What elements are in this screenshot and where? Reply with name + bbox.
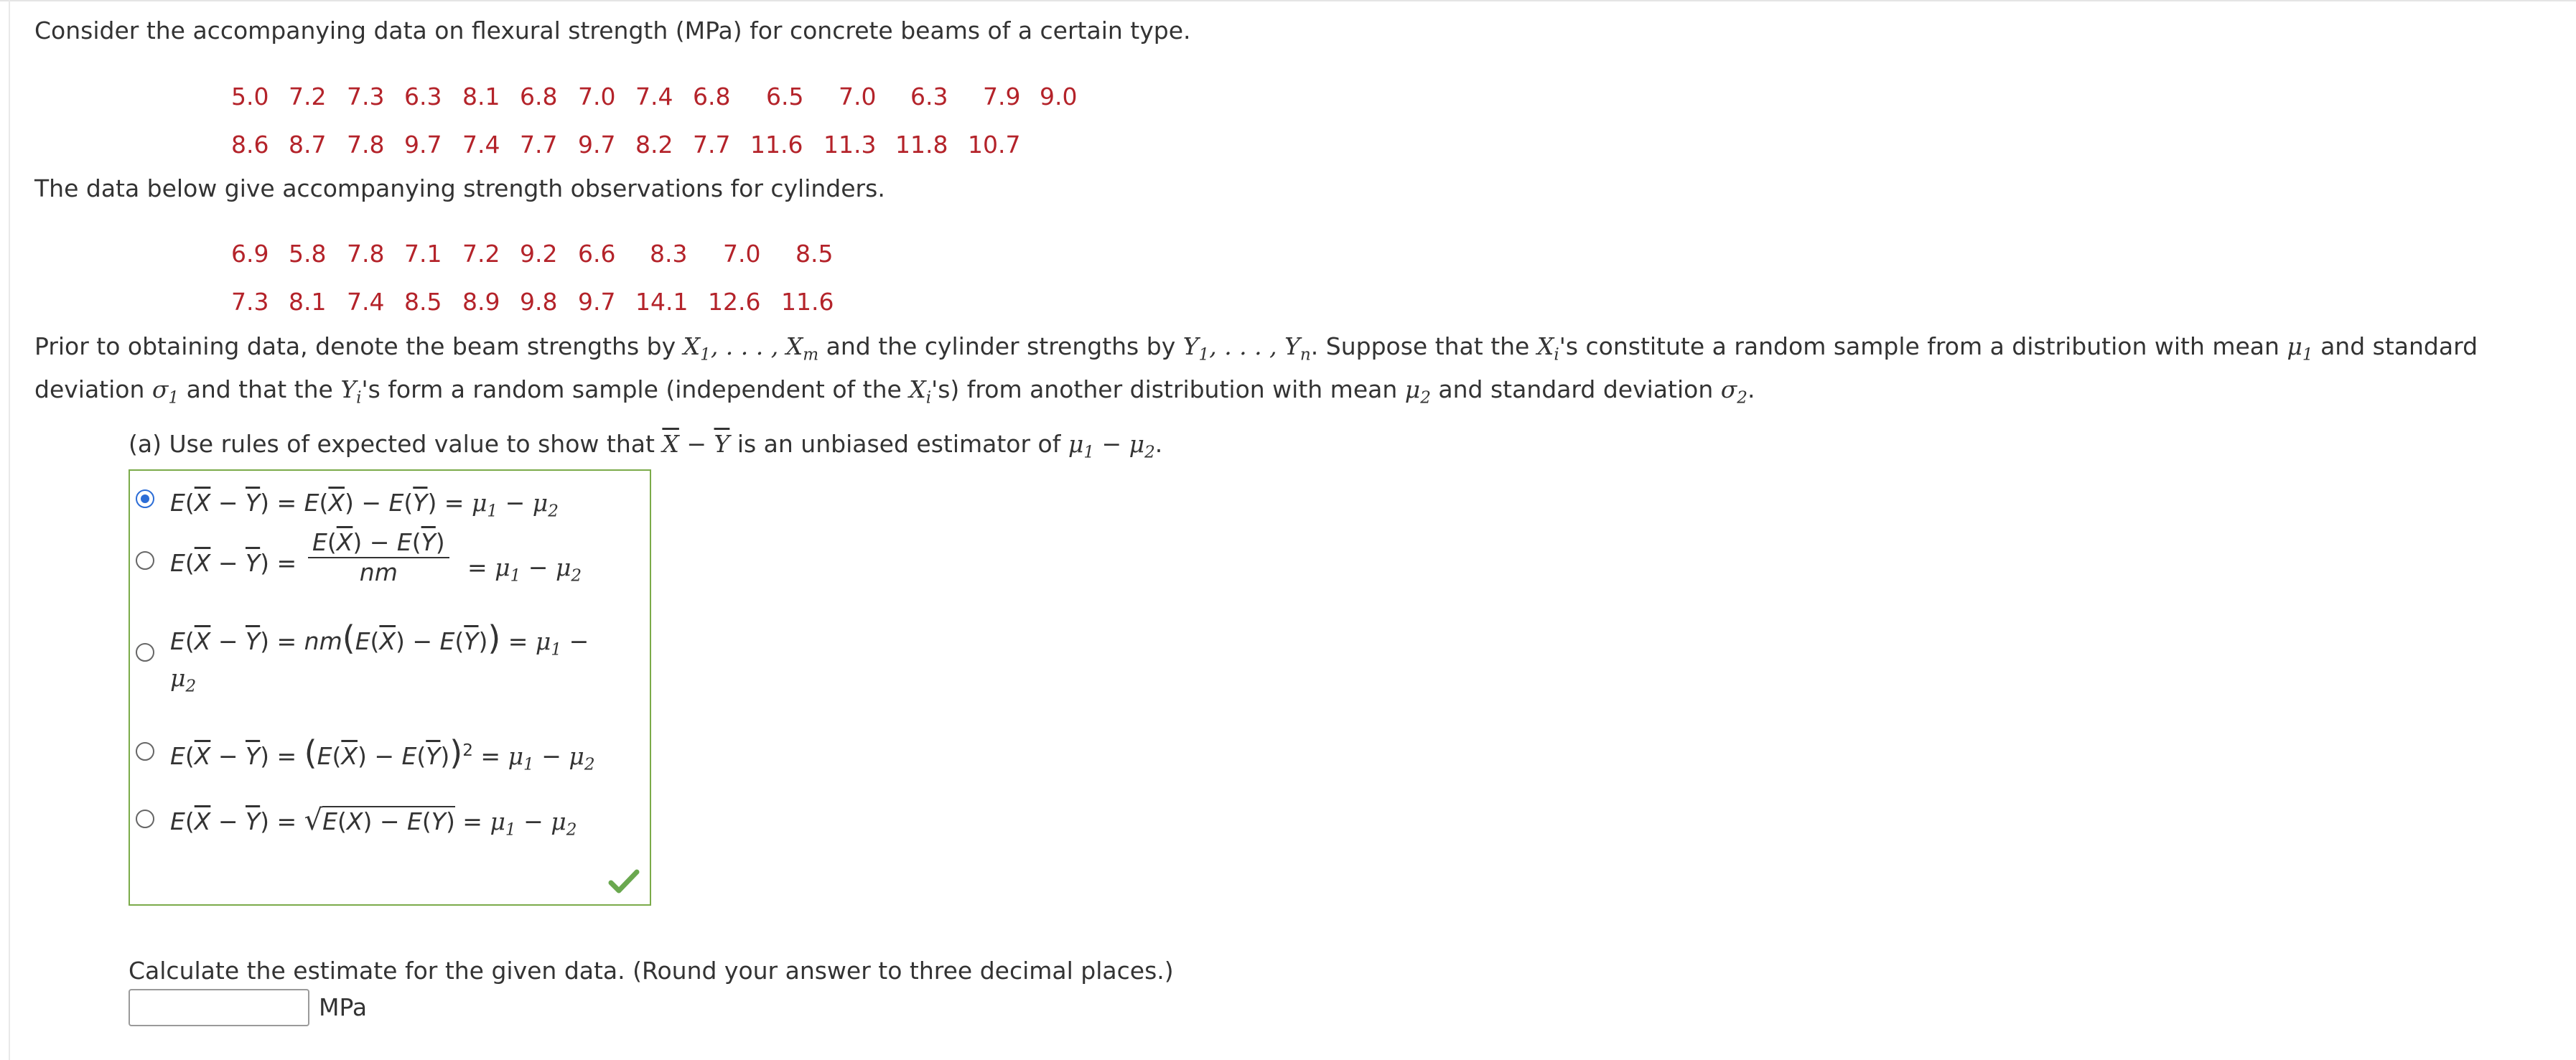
radio-button[interactable]	[136, 810, 154, 828]
beam-value: 7.2	[289, 83, 327, 111]
beam-value: 11.3	[823, 131, 877, 159]
math-mu1-minus-mu2: $\mu_1 - \mu_2$	[1068, 430, 1155, 462]
cylinder-value: 5.8	[289, 240, 327, 268]
cylinder-value: 8.5	[404, 288, 442, 316]
option-2-formula-lhs: $E(\overline{X} - \overline{Y})$ =	[170, 549, 297, 577]
cylinder-value: 6.9	[231, 240, 269, 268]
option-2-fraction: $\frac{E(\overline{X}) - E(\overline{Y})}{nm}$	[308, 528, 449, 587]
part-a-text: is an unbiased estimator of	[729, 430, 1068, 458]
assumption-text: and standard	[2313, 332, 2478, 360]
cylinder-value: 8.1	[289, 288, 327, 316]
cylinder-value: 7.8	[347, 240, 385, 268]
beam-value: 7.0	[578, 83, 616, 111]
cylinders-intro-text: The data below give accompanying strength observations for cylinders.	[34, 174, 885, 202]
part-a-text: (a) Use rules of expected value to show that	[129, 430, 663, 458]
beam-value: 6.8	[520, 83, 558, 111]
part-a-question	[129, 428, 1162, 461]
math-sigma1: $\sigma_1$	[151, 375, 179, 408]
beam-value: 8.7	[289, 131, 327, 159]
cylinder-value: 8.5	[795, 240, 834, 268]
cylinder-value: 9.7	[578, 288, 616, 316]
math-xbar-minus-ybar: $\overline{X} - \overline{Y}$	[662, 430, 730, 458]
check-icon	[608, 868, 640, 894]
cylinder-value: 11.6	[781, 288, 834, 316]
cylinder-value: 9.8	[520, 288, 558, 316]
option-4-formula: $E(\overline{X} - \overline{Y}) = (E(\overline{X}) - E(\overline{Y}))^2 = \mu_1 - \mu_2$	[170, 733, 595, 774]
option-5-formula: $E(\overline{X} - \overline{Y}) = √E(X) - E(Y) = \mu_1 - \mu_2$	[170, 804, 577, 840]
math-xi: $X_i$	[1536, 332, 1559, 365]
calculate-prompt: Calculate the estimate for the given data. (Round your answer to three decimal places.)	[129, 957, 1174, 985]
radio-button[interactable]	[136, 643, 154, 662]
cylinder-value: 8.9	[462, 288, 500, 316]
beam-value: 5.0	[231, 83, 269, 111]
option-3-formula: $E(\overline{X} - \overline{Y}) = nm(E(\overline{X}) - E(\overline{Y})) = \mu_1$ −	[170, 619, 589, 660]
option-4[interactable]	[130, 721, 647, 778]
beam-value: 9.7	[578, 131, 616, 159]
math-xi: $X_i$	[909, 375, 932, 408]
cylinder-value: 7.4	[347, 288, 385, 316]
page-left-border	[9, 0, 10, 1060]
option-1[interactable]	[130, 481, 647, 521]
assumption-text: 's constitute a random sample from a distribution with mean	[1559, 332, 2287, 360]
option-2[interactable]	[130, 528, 647, 607]
beam-value: 6.8	[693, 83, 731, 111]
beam-value: 7.4	[635, 83, 673, 111]
beam-value: 6.3	[910, 83, 948, 111]
cylinder-value: 7.2	[462, 240, 500, 268]
math-mu1: $\mu_1$	[2287, 332, 2313, 365]
page-top-border	[0, 0, 2576, 1]
assumption-line-1	[34, 330, 2478, 363]
radio-button[interactable]	[136, 742, 154, 761]
option-1-formula: $E(\overline{X} - \overline{Y}) = E(\overline{X}) - E(\overline{Y}) = \mu_1 - \mu_2$	[170, 489, 559, 521]
cylinder-value: 9.2	[520, 240, 558, 268]
beam-value: 6.3	[404, 83, 442, 111]
math-y-sequence: $Y_1$, . . . , $Y_n$	[1182, 332, 1311, 365]
cylinder-value: 12.6	[708, 288, 761, 316]
beam-value: 7.7	[693, 131, 731, 159]
assumption-text: and that the	[179, 375, 341, 403]
cylinder-value: 7.0	[723, 240, 761, 268]
part-a-text: .	[1154, 430, 1163, 458]
beam-value: 7.4	[462, 131, 500, 159]
option-2-formula-rhs: = $\mu_1 - \mu_2$	[467, 553, 582, 586]
cylinder-value: 7.1	[404, 240, 442, 268]
beam-value: 11.8	[895, 131, 948, 159]
cylinder-value: 8.3	[650, 240, 688, 268]
beam-value: 7.9	[983, 83, 1021, 111]
cylinder-value: 6.6	[578, 240, 616, 268]
unit-label: MPa	[319, 993, 368, 1021]
assumption-line-2	[34, 373, 1755, 406]
radio-button-selected[interactable]	[136, 489, 154, 508]
option-3[interactable]	[130, 614, 647, 722]
assumption-text: .	[1747, 375, 1755, 403]
assumption-text: 's) from another distribution with mean	[931, 375, 1405, 403]
assumption-text: and the cylinder strengths by	[818, 332, 1183, 360]
beam-value: 8.2	[635, 131, 673, 159]
beam-value: 7.8	[347, 131, 385, 159]
cylinder-value: 14.1	[635, 288, 689, 316]
assumption-text: Prior to obtaining data, denote the beam strengths by	[34, 332, 683, 360]
math-mu2: $\mu_2$	[1404, 375, 1431, 408]
radio-button[interactable]	[136, 551, 154, 570]
assumption-text: deviation	[34, 375, 152, 403]
beam-value: 7.7	[520, 131, 558, 159]
beam-value: 11.6	[750, 131, 803, 159]
beam-value: 9.7	[404, 131, 442, 159]
answer-options-box	[129, 469, 651, 906]
cylinder-value: 7.3	[231, 288, 269, 316]
beam-value: 8.6	[231, 131, 269, 159]
estimate-input[interactable]	[129, 989, 309, 1026]
math-sigma2: $\sigma_2$	[1720, 375, 1747, 408]
option-3-formula-wrap: $\mu_2$	[170, 664, 197, 696]
assumption-text: and standard deviation	[1430, 375, 1721, 403]
beam-value: 9.0	[1040, 83, 1078, 111]
assumption-text: . Suppose that the	[1310, 332, 1537, 360]
beam-value: 6.5	[766, 83, 804, 111]
assumption-text: 's form a random sample (independent of the	[361, 375, 910, 403]
beam-value: 8.1	[462, 83, 500, 111]
beam-value: 10.7	[968, 131, 1021, 159]
math-yi: $Y_i$	[340, 375, 362, 408]
math-x-sequence: $X_1$, . . . , $X_m$	[683, 332, 819, 365]
option-5[interactable]	[130, 792, 647, 843]
beam-value: 7.3	[347, 83, 385, 111]
intro-text: Consider the accompanying data on flexural strength (MPa) for concrete beams of a certain type.	[34, 17, 1191, 44]
beam-value: 7.0	[839, 83, 877, 111]
